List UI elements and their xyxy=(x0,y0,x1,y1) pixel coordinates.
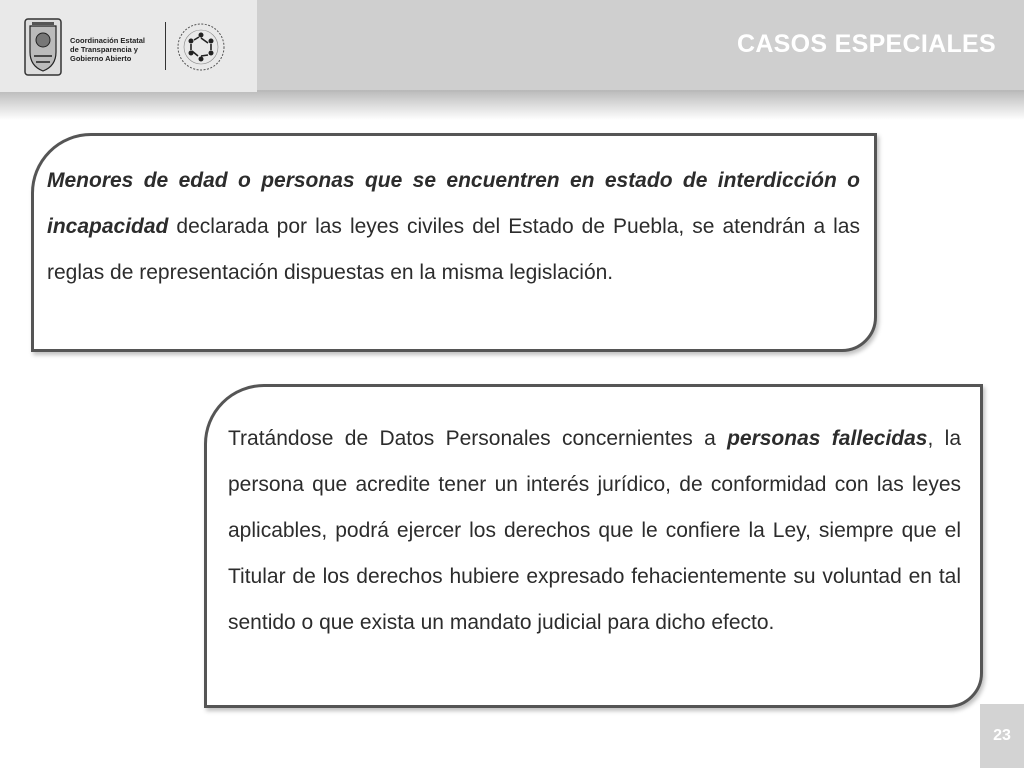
header-shadow xyxy=(0,90,1024,120)
circular-emblem-icon xyxy=(176,22,226,72)
emphasis-text: Menores de edad o personas que se encuentren en estado de interdicción o incapacidad xyxy=(47,169,860,238)
logo-text xyxy=(70,36,160,63)
body-text: Tratándose de Datos Personales concernientes a xyxy=(228,427,728,450)
paragraph-deceased xyxy=(228,416,961,646)
logo-text-line: Coordinación Estatal xyxy=(70,36,146,45)
logo-panel xyxy=(0,0,257,92)
state-seal-icon xyxy=(24,18,62,76)
body-text: declarada por las leyes civiles del Estado de Puebla, se atendrán a las reglas de representación dispuestas en la misma legislación. xyxy=(47,215,860,284)
logo-text-line: Gobierno Abierto xyxy=(70,54,132,63)
page-number: 23 xyxy=(980,704,1024,768)
body-text: , la persona que acredite tener un interés jurídico, de conformidad con las leyes aplicables, podrá ejercer los derechos que le confiere la Ley, siempre que el Titular de los derechos hubiere expresado fehacientemente su voluntad en tal sentido o que exista un mandato judicial para dicho efecto. xyxy=(228,427,961,634)
logo-text-line: de Transparencia y xyxy=(70,45,138,54)
logo-divider xyxy=(165,22,166,70)
page-title: CASOS ESPECIALES xyxy=(736,30,996,58)
emphasis-text: personas fallecidas xyxy=(727,427,928,450)
paragraph-minors xyxy=(47,158,860,296)
